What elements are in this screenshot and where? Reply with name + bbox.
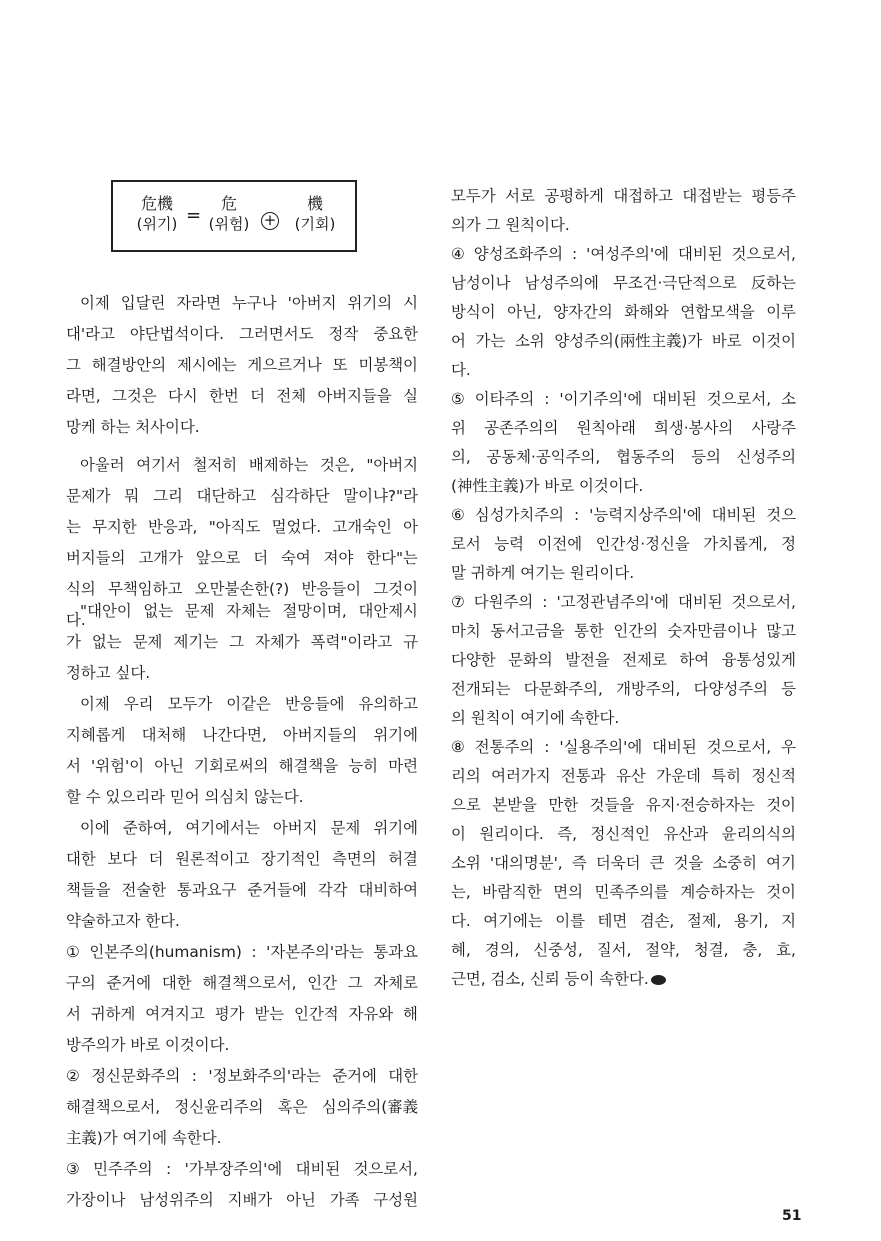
right-line-28 <box>451 969 666 989</box>
left-line-5: 망케 하는 처사이다. <box>66 418 200 436</box>
formula-term-danger <box>197 194 261 234</box>
left-line-31: 가장이나 남성위주의 지배가 아닌 가족 구성원 <box>66 1191 418 1209</box>
left-line-8: 는 무지한 반응과, "아직도 멀었다. 고개숙인 아 <box>66 518 418 536</box>
left-line-18: 할 수 있으리라 믿어 의심치 않는다. <box>66 788 304 806</box>
right-line-6: 어 가는 소위 양성주의(兩性主義)가 바로 이것이 <box>451 332 796 350</box>
formula-term-danger-reading: (위험) <box>208 215 250 233</box>
right-line-28-text: 근면, 검소, 신뢰 등이 속한다. <box>451 970 649 988</box>
right-line-1: 모두가 서로 공평하게 대접하고 대접받는 평등주 <box>451 187 796 205</box>
left-line-28: 해결책으로서, 정신윤리주의 혹은 심의주의(審義 <box>66 1098 418 1116</box>
left-line-13: 가 없는 문제 제기는 그 자체가 폭력"이라고 규 <box>66 633 418 651</box>
formula-term-opportunity-reading: (기회) <box>294 215 336 233</box>
right-line-5: 방식이 아닌, 양자간의 화해와 연합모색을 이루 <box>451 303 796 321</box>
right-line-7: 다. <box>451 361 471 379</box>
circled-plus-icon: + <box>261 212 279 230</box>
right-line-13: 로서 능력 이전에 인간성·정신을 가치롭게, 정 <box>451 535 796 553</box>
left-line-17: 서 '위험'이 아닌 기회로써의 해결책을 능히 마련 <box>66 757 418 775</box>
left-line-12: "대안이 없는 문제 자체는 절망이며, 대안제시 <box>80 602 418 620</box>
left-line-14: 정하고 싶다. <box>66 664 151 682</box>
left-line-3: 그 해결방안의 제시에는 게으르거나 또 미봉책이 <box>66 356 418 374</box>
left-line-11: 다. <box>66 611 86 629</box>
formula-term-crisis <box>127 194 187 234</box>
right-line-17: 다양한 문화의 발전을 전제로 하여 융통성있게 <box>451 651 796 669</box>
left-line-1: 이제 입달린 자라면 누구나 '아버지 위기의 시 <box>80 294 418 312</box>
formula-term-opportunity <box>285 194 345 234</box>
left-line-29: 主義)가 여기에 속한다. <box>66 1129 222 1147</box>
left-line-6: 아울러 여기서 철저히 배제하는 것은, "아버지 <box>80 456 418 474</box>
right-line-11: (神性主義)가 바로 이것이다. <box>451 477 644 495</box>
left-line-26: 방주의가 바로 이것이다. <box>66 1036 230 1054</box>
right-line-2: 의가 그 원칙이다. <box>451 216 570 234</box>
left-line-2: 대'라고 야단법석이다. 그러면서도 정작 중요한 <box>66 325 418 343</box>
right-line-23: 이 원리이다. 즉, 정신적인 유산과 윤리의식의 <box>451 825 796 843</box>
right-line-21: 리의 여러가지 전통과 유산 가운데 특히 정신적 <box>451 767 796 785</box>
page-number: 51 <box>782 1208 802 1224</box>
left-line-22: 약술하고자 한다. <box>66 912 180 930</box>
formula-term-crisis-reading: (위기) <box>136 215 178 233</box>
right-line-16: 마치 동서고금을 통한 인간의 숫자만큼이나 많고 <box>451 622 796 640</box>
right-line-10: 의, 공동체·공익주의, 협동주의 등의 신성주의 <box>451 448 796 466</box>
right-line-15: ⑦ 다원주의 : '고정관념주의'에 대비된 것으로서, <box>451 593 796 611</box>
left-line-4: 라면, 그것은 다시 한번 더 전체 아버지들을 실 <box>66 387 418 405</box>
left-line-9: 버지들의 고개가 앞으로 더 숙여 져야 한다"는 <box>66 549 418 567</box>
left-line-16: 지혜롭게 대처해 나간다면, 아버지들의 위기에 <box>66 726 418 744</box>
right-line-9: 위 공존주의의 원칙아래 희생·봉사의 사랑주 <box>451 419 796 437</box>
formula-term-danger-hanja: 危 <box>220 194 237 213</box>
right-line-24: 소위 '대의명분', 즉 더욱더 큰 것을 소중히 여기 <box>451 854 796 872</box>
left-line-15: 이제 우리 모두가 이같은 반응들에 유의하고 <box>80 695 418 713</box>
end-mark-icon <box>651 975 666 985</box>
left-line-7: 문제가 뭐 그리 대단하고 심각하단 말이냐?"라 <box>66 487 418 505</box>
left-line-23: ① 인본주의(humanism) : '자본주의'라는 통과요 <box>66 943 418 961</box>
right-line-22: 으로 본받을 만한 것들을 유지·전승하자는 것이 <box>451 796 796 814</box>
left-line-21: 책들을 전술한 통과요구 준거들에 각각 대비하여 <box>66 881 418 899</box>
left-line-24: 구의 준거에 대한 해결책으로서, 인간 그 자체로 <box>66 974 418 992</box>
left-line-25: 서 귀하게 여겨지고 평가 받는 인간적 자유와 해 <box>66 1005 418 1023</box>
left-line-27: ② 정신문화주의 : '정보화주의'라는 준거에 대한 <box>66 1067 418 1085</box>
left-line-30: ③ 민주주의 : '가부장주의'에 대비된 것으로서, <box>66 1160 418 1178</box>
right-line-26: 다. 여기에는 이를 테면 겸손, 절제, 용기, 지 <box>451 912 796 930</box>
right-line-19: 의 원칙이 여기에 속한다. <box>451 709 620 727</box>
right-line-3: ④ 양성조화주의 : '여성주의'에 대비된 것으로서, <box>451 245 796 263</box>
right-line-4: 남성이나 남성주의에 무조건·극단적으로 反하는 <box>451 274 796 292</box>
formula-equals-sign: = <box>186 205 202 226</box>
formula-term-opportunity-hanja: 機 <box>306 194 323 213</box>
left-line-19: 이에 준하여, 여기에서는 아버지 문제 위기에 <box>80 819 418 837</box>
formula-term-crisis-hanja: 危機 <box>140 194 173 213</box>
left-line-20: 대한 보다 더 원론적이고 장기적인 측면의 허결 <box>66 850 418 868</box>
right-line-27: 혜, 경의, 신중성, 질서, 절약, 청결, 충, 효, <box>451 941 796 959</box>
right-line-8: ⑤ 이타주의 : '이기주의'에 대비된 것으로서, 소 <box>451 390 796 408</box>
right-line-20: ⑧ 전통주의 : '실용주의'에 대비된 것으로서, 우 <box>451 738 796 756</box>
right-line-12: ⑥ 심성가치주의 : '능력지상주의'에 대비된 것으 <box>451 506 796 524</box>
right-line-18: 전개되는 다문화주의, 개방주의, 다양성주의 등 <box>451 680 796 698</box>
right-line-14: 말 귀하게 여기는 원리이다. <box>451 564 635 582</box>
right-line-25: 는, 바람직한 면의 민족주의를 계승하자는 것이 <box>451 883 796 901</box>
left-line-10: 식의 무책임하고 오만불손한(?) 반응들이 그것이 <box>66 580 418 598</box>
formula-box <box>111 180 357 252</box>
